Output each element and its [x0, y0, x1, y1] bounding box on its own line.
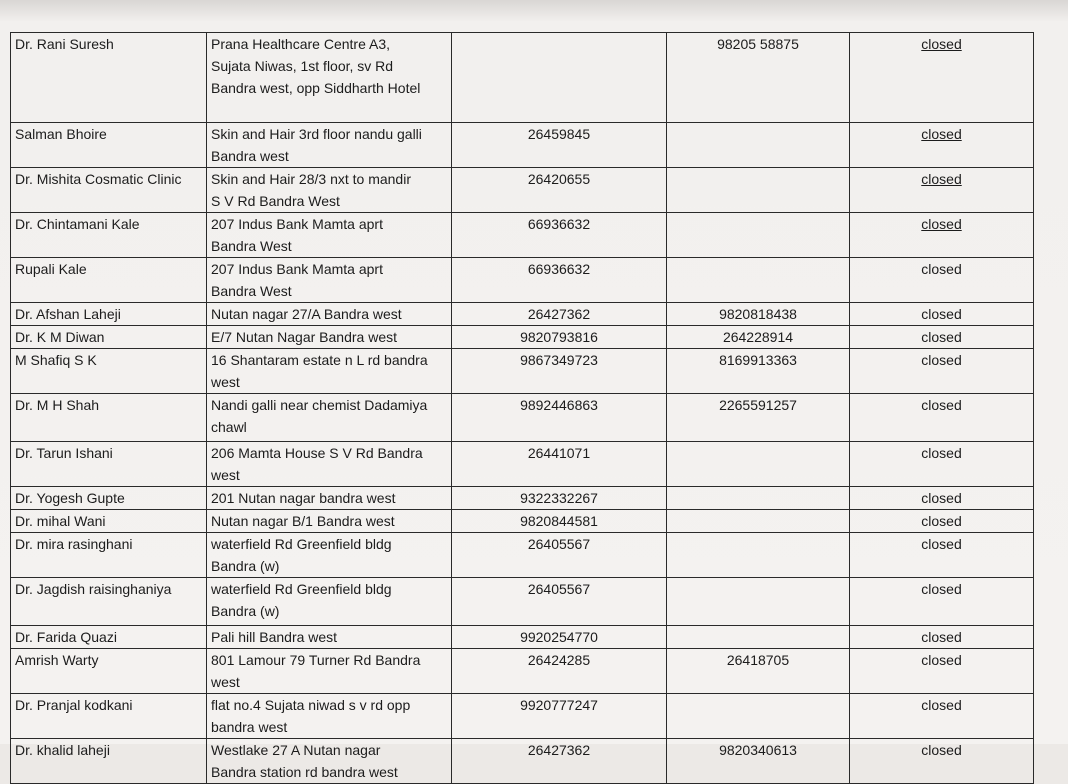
row-status-cell: closed [850, 349, 1034, 394]
row-status-cell: closed [850, 578, 1034, 626]
row-address-cell: Nutan nagar B/1 Bandra west [207, 510, 452, 533]
row-name-cell: Dr. Rani Suresh [11, 33, 207, 123]
table-row [11, 168, 1034, 213]
row-alt-phone-cell [667, 626, 850, 649]
row-status-cell: closed [850, 394, 1034, 442]
row-status-cell: closed [850, 213, 1034, 258]
row-address-cell: Skin and Hair 3rd floor nandu galli Bandra west [207, 123, 452, 168]
row-address-cell: Westlake 27 A Nutan nagar Bandra station rd bandra west [207, 739, 452, 784]
row-status-cell: closed [850, 123, 1034, 168]
row-status-cell: closed [850, 33, 1034, 123]
row-alt-phone-cell: 98205 58875 [667, 33, 850, 123]
row-status-cell: closed [850, 694, 1034, 739]
row-name-cell: Dr. khalid laheji [11, 739, 207, 784]
row-address-cell: Nutan nagar 27/A Bandra west [207, 303, 452, 326]
row-address-cell: waterfield Rd Greenfield bldg Bandra (w) [207, 578, 452, 626]
table-row [11, 123, 1034, 168]
row-status-cell: closed [850, 442, 1034, 487]
table-row [11, 578, 1034, 626]
contact-table [10, 32, 1034, 784]
row-address-cell: 207 Indus Bank Mamta aprt Bandra West [207, 258, 452, 303]
table-row [11, 258, 1034, 303]
table-row [11, 213, 1034, 258]
row-name-cell: Dr. M H Shah [11, 394, 207, 442]
row-alt-phone-cell [667, 578, 850, 626]
row-alt-phone-cell: 2265591257 [667, 394, 850, 442]
row-phone-cell: 9820844581 [452, 510, 667, 533]
row-phone-cell: 66936632 [452, 258, 667, 303]
row-alt-phone-cell [667, 213, 850, 258]
row-name-cell: Amrish Warty [11, 649, 207, 694]
row-phone-cell: 26427362 [452, 739, 667, 784]
table-row [11, 487, 1034, 510]
row-alt-phone-cell: 9820818438 [667, 303, 850, 326]
row-name-cell: Salman Bhoire [11, 123, 207, 168]
row-alt-phone-cell [667, 442, 850, 487]
row-phone-cell: 9920777247 [452, 694, 667, 739]
row-phone-cell: 26441071 [452, 442, 667, 487]
row-name-cell: Dr. Mishita Cosmatic Clinic [11, 168, 207, 213]
table-row [11, 442, 1034, 487]
row-address-cell: Prana Healthcare Centre A3, Sujata Niwas, 1st floor, sv Rd Bandra west, opp Siddharth Hotel [207, 33, 452, 123]
row-address-cell: Skin and Hair 28/3 nxt to mandir S V Rd Bandra West [207, 168, 452, 213]
row-address-cell: Nandi galli near chemist Dadamiya chawl [207, 394, 452, 442]
table-row [11, 33, 1034, 123]
row-alt-phone-cell: 8169913363 [667, 349, 850, 394]
table-row [11, 694, 1034, 739]
table-row [11, 533, 1034, 578]
row-name-cell: Rupali Kale [11, 258, 207, 303]
row-name-cell: Dr. Jagdish raisinghaniya [11, 578, 207, 626]
row-name-cell: Dr. mihal Wani [11, 510, 207, 533]
row-name-cell: Dr. Afshan Laheji [11, 303, 207, 326]
row-alt-phone-cell: 9820340613 [667, 739, 850, 784]
row-name-cell: M Shafiq S K [11, 349, 207, 394]
row-phone-cell: 26424285 [452, 649, 667, 694]
table-row [11, 326, 1034, 349]
row-address-cell: 801 Lamour 79 Turner Rd Bandra west [207, 649, 452, 694]
row-status-cell: closed [850, 649, 1034, 694]
table-row [11, 739, 1034, 784]
row-phone-cell: 26405567 [452, 533, 667, 578]
row-phone-cell: 9892446863 [452, 394, 667, 442]
row-name-cell: Dr. Chintamani Kale [11, 213, 207, 258]
row-alt-phone-cell [667, 258, 850, 303]
row-address-cell: 206 Mamta House S V Rd Bandra west [207, 442, 452, 487]
row-status-cell: closed [850, 533, 1034, 578]
row-alt-phone-cell [667, 168, 850, 213]
table-row [11, 394, 1034, 442]
row-phone-cell: 66936632 [452, 213, 667, 258]
row-phone-cell [452, 33, 667, 123]
table-row [11, 510, 1034, 533]
row-phone-cell: 9322332267 [452, 487, 667, 510]
row-status-cell: closed [850, 258, 1034, 303]
row-name-cell: Dr. Tarun Ishani [11, 442, 207, 487]
row-alt-phone-cell [667, 510, 850, 533]
row-address-cell: flat no.4 Sujata niwad s v rd opp bandra west [207, 694, 452, 739]
row-phone-cell: 9920254770 [452, 626, 667, 649]
row-name-cell: Dr. Farida Quazi [11, 626, 207, 649]
row-phone-cell: 26420655 [452, 168, 667, 213]
row-name-cell: Dr. Yogesh Gupte [11, 487, 207, 510]
table-body [11, 33, 1034, 784]
row-name-cell: Dr. mira rasinghani [11, 533, 207, 578]
row-alt-phone-cell [667, 533, 850, 578]
row-status-cell: closed [850, 168, 1034, 213]
row-status-cell: closed [850, 739, 1034, 784]
row-alt-phone-cell [667, 123, 850, 168]
row-status-cell: closed [850, 626, 1034, 649]
row-phone-cell: 26427362 [452, 303, 667, 326]
row-name-cell: Dr. K M Diwan [11, 326, 207, 349]
row-alt-phone-cell: 26418705 [667, 649, 850, 694]
table-row [11, 349, 1034, 394]
row-address-cell: 207 Indus Bank Mamta aprt Bandra West [207, 213, 452, 258]
row-status-cell: closed [850, 487, 1034, 510]
row-alt-phone-cell: 264228914 [667, 326, 850, 349]
row-address-cell: E/7 Nutan Nagar Bandra west [207, 326, 452, 349]
row-phone-cell: 26405567 [452, 578, 667, 626]
table-row [11, 303, 1034, 326]
row-address-cell: Pali hill Bandra west [207, 626, 452, 649]
row-phone-cell: 26459845 [452, 123, 667, 168]
row-status-cell: closed [850, 303, 1034, 326]
row-phone-cell: 9867349723 [452, 349, 667, 394]
row-phone-cell: 9820793816 [452, 326, 667, 349]
row-name-cell: Dr. Pranjal kodkani [11, 694, 207, 739]
row-alt-phone-cell [667, 694, 850, 739]
row-address-cell: 16 Shantaram estate n L rd bandra west [207, 349, 452, 394]
row-status-cell: closed [850, 510, 1034, 533]
row-alt-phone-cell [667, 487, 850, 510]
row-address-cell: 201 Nutan nagar bandra west [207, 487, 452, 510]
table-row [11, 626, 1034, 649]
row-address-cell: waterfield Rd Greenfield bldg Bandra (w) [207, 533, 452, 578]
table-row [11, 649, 1034, 694]
row-status-cell: closed [850, 326, 1034, 349]
